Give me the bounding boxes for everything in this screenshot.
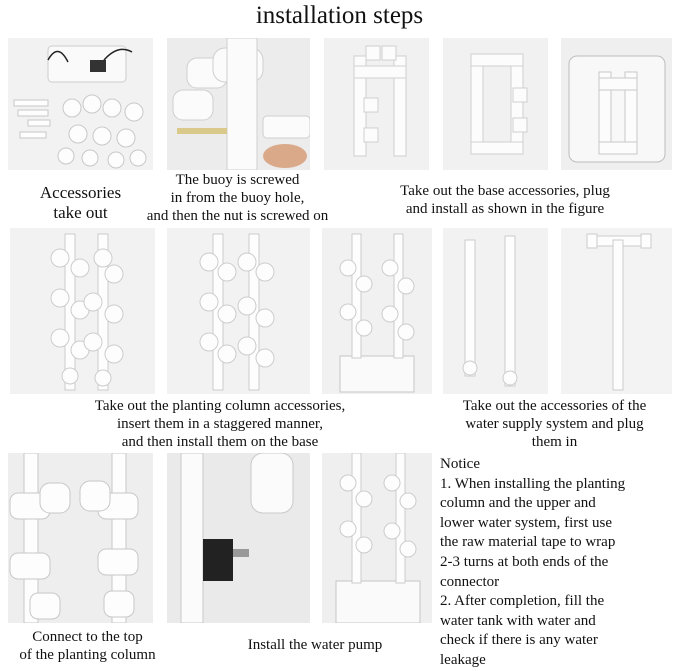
caption-line: Take out the base accessories, plug [400, 183, 610, 199]
photo-accessories [8, 38, 153, 170]
caption-line: take out [53, 203, 108, 222]
caption-line: and then install them on the base [121, 434, 319, 450]
caption-water-supply [432, 397, 677, 451]
photo-base-2 [443, 38, 548, 170]
notice-line: check if there is any water [440, 632, 598, 649]
notice-line: 1. When installing the planting [440, 475, 626, 492]
caption-connect-top [0, 628, 175, 664]
caption-line: insert them in a staggered manner, [117, 416, 323, 432]
caption-line: Accessories [39, 183, 122, 202]
caption-line: and then the nut is screwed on [146, 208, 329, 224]
page-title: installation steps [255, 2, 424, 29]
caption-line: of the planting column [19, 647, 156, 663]
notice-line: leakage [440, 651, 486, 668]
caption-column [40, 397, 400, 451]
photo-assembled [322, 453, 432, 623]
notice-line: connector [440, 573, 500, 590]
photo-base-1 [324, 38, 429, 170]
photo-connect-top [8, 453, 153, 623]
caption-line: Connect to the top [32, 629, 143, 645]
caption-line: them in [531, 434, 578, 450]
photo-column-2 [167, 228, 310, 394]
notice-line: column and the upper and [440, 495, 596, 512]
caption-line: Install the water pump [247, 637, 383, 653]
caption-base [350, 182, 660, 218]
caption-line: in from the buoy hole, [170, 190, 305, 206]
notice-line: 2-3 turns at both ends of the [440, 553, 609, 570]
photo-base-3 [561, 38, 672, 170]
caption-pump [215, 636, 415, 654]
notice-block [440, 455, 676, 671]
caption-buoy [130, 171, 345, 225]
notice-line: water tank with water and [440, 612, 596, 629]
notice-line: the raw material tape to wrap [440, 534, 616, 551]
photo-water-supply-2 [561, 228, 672, 394]
photo-column-1 [10, 228, 155, 394]
notice-heading: Notice [440, 456, 480, 472]
photo-buoy [167, 38, 310, 170]
photo-column-3 [322, 228, 432, 394]
caption-line: Take out the accessories of the [462, 398, 647, 414]
photo-water-pump [167, 453, 310, 623]
caption-line: water supply system and plug [465, 416, 644, 432]
caption-line: The buoy is screwed [175, 172, 300, 188]
notice-line: lower water system, first use [440, 514, 613, 531]
caption-line: Take out the planting column accessories, [94, 398, 346, 414]
notice-line: 2. After completion, fill the [440, 593, 605, 610]
caption-line: and install as shown in the figure [405, 201, 605, 217]
photo-water-supply-1 [443, 228, 548, 394]
